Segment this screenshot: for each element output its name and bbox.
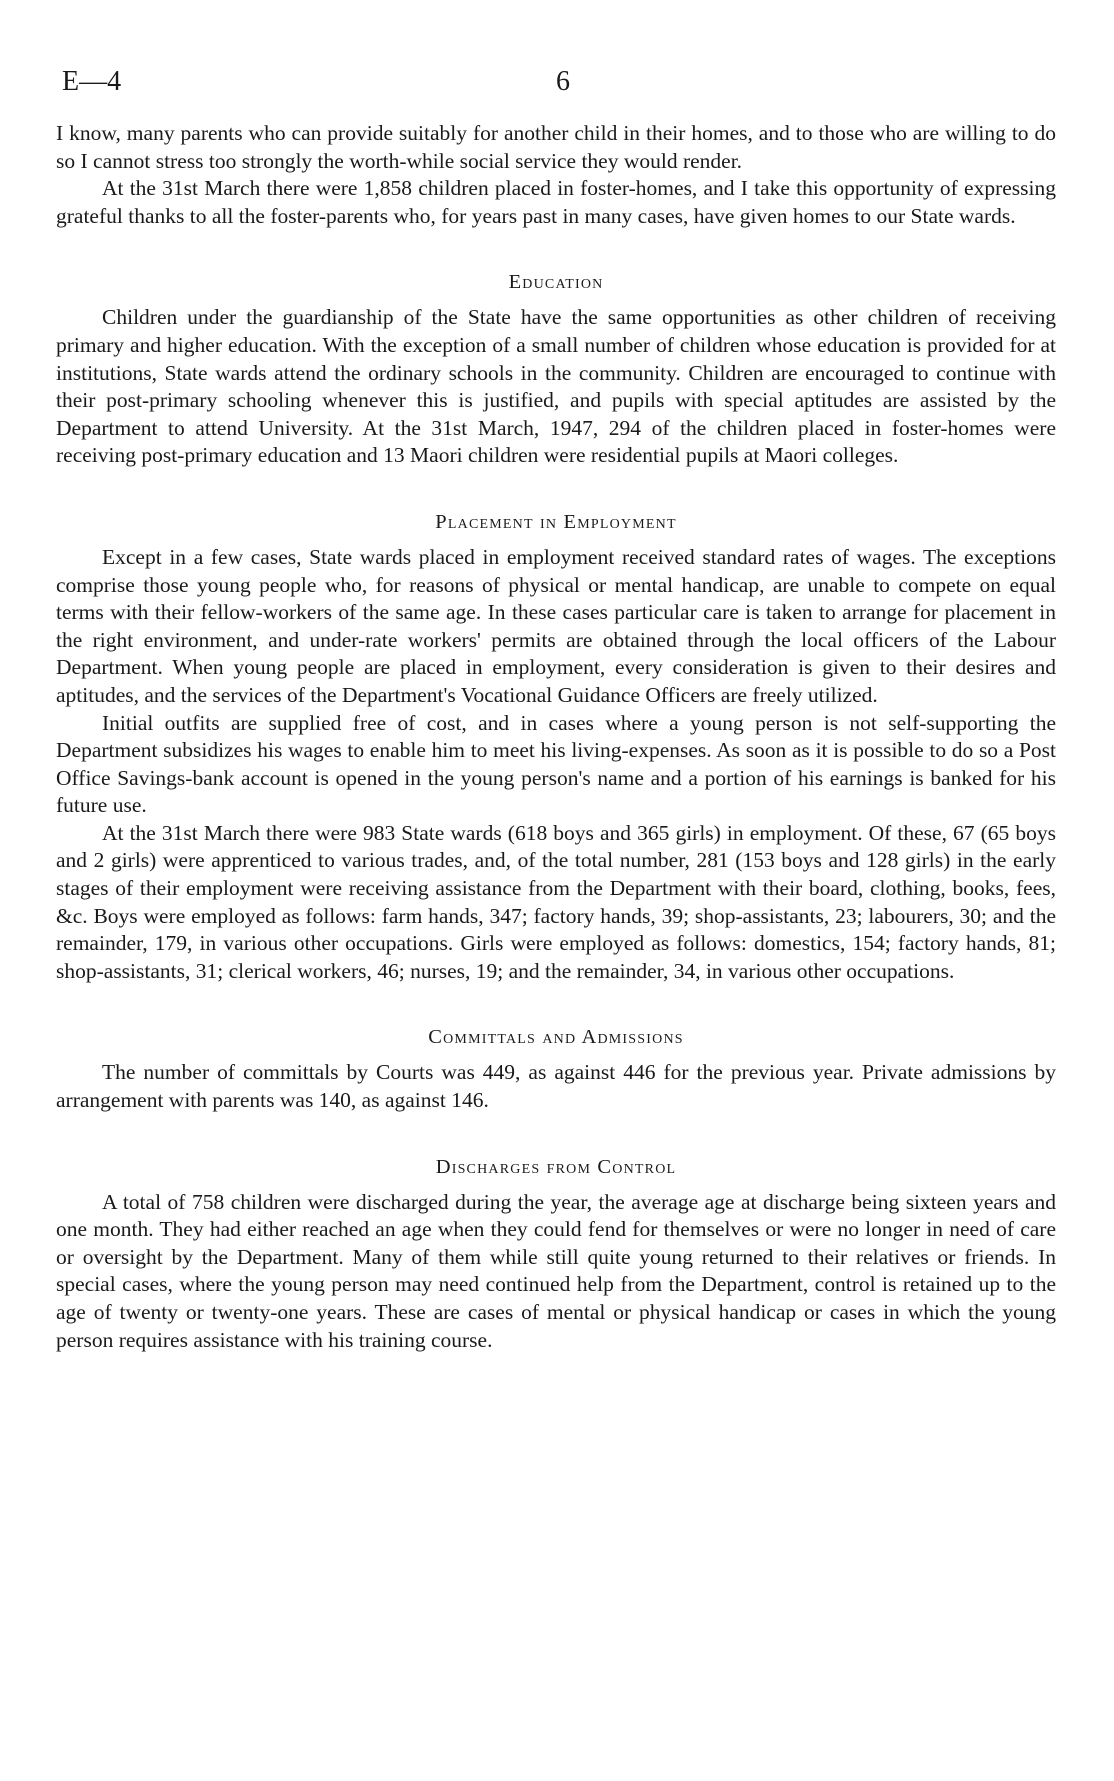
education-paragraph: Children under the guardianship of the State have the same opportunities as other children of receiving primary and higher education. With the exception of a small number of children whose education is provided for at institutions, State wards attend the ordinary schools in the community. Children are encouraged to continue with their post-primary schooling whenever this is justified, and pupils with special aptitudes are assisted by the Department to attend University. At the 31st March, 1947, 294 of the children placed in foster-homes were receiving post-primary education and 13 Maori children were residential pupils at Maori colleges. bbox=[56, 305, 1056, 468]
intro-block bbox=[56, 120, 1056, 230]
document-reference: E—4 bbox=[62, 66, 122, 97]
section-heading-committals: Committals and Admissions bbox=[428, 1026, 684, 1049]
placement-paragraph-wages: Except in a few cases, State wards placed in employment received standard rates of wages. The exceptions comprise those young people who, for reasons of physical or mental handicap, are unable to compete on equal terms with their fellow-workers of the same age. In these cases particular care is taken to arrange for placement in the right environment, and under-rate workers' permits are obtained through the local officers of the Labour Department. When young people are placed in employment, every consideration is given to their desires and aptitudes, and the services of the Department's Vocational Guidance Officers are freely utilized. bbox=[56, 544, 1056, 707]
section-heading-discharges: Discharges from Control bbox=[435, 1155, 677, 1178]
page-number: 6 bbox=[556, 66, 570, 97]
intro-paragraph-foster-homes: At the 31st March there were 1,858 children placed in foster-homes, and I take this opportunity of expressing grateful thanks to all the foster-parents who, for years past in many cases, have given homes to our State wards. bbox=[56, 176, 1056, 228]
section-heading-placement: Placement in Employment bbox=[435, 510, 677, 533]
committals-paragraph: The number of committals by Courts was 449, as against 446 for the previous year. Private admissions by arrangement with parents was 140, as against 146. bbox=[56, 1060, 1056, 1113]
placement-paragraph-outfits: Initial outfits are supplied free of cost, and in cases where a young person is not self-supporting the Department subsidizes his wages to enable him to meet his living-expenses. As soon as it is possible to do so a Post Office Savings-bank account is opened in the young person's name and a portion of his earnings is banked for his future use. bbox=[56, 710, 1056, 818]
discharges-paragraph: A total of 758 children were discharged during the year, the average age at discharge being sixteen years and one month. They had either reached an age when they could fend for themselves or were no longer in need of care or oversight by the Department. Many of them while still quite young returned to their relatives or friends. In special cases, where the young person may need continued help from the Department, control is retained up to the age of twenty or twenty-one years. These are cases of mental or physical handicap or cases in which the young person requires assistance with his training course. bbox=[56, 1189, 1056, 1352]
section-heading-education: Education bbox=[508, 271, 604, 294]
intro-paragraph-continued: I know, many parents who can provide suitably for another child in their homes, and to those who are willing to do so I cannot stress too strongly the worth-while social service they would render. bbox=[56, 121, 1056, 173]
section-committals-and-admissions bbox=[56, 1023, 1056, 1114]
section-education bbox=[56, 268, 1056, 470]
section-discharges-from-control bbox=[56, 1153, 1056, 1355]
placement-paragraph-statistics: At the 31st March there were 983 State wards (618 boys and 365 girls) in employment. Of these, 67 (65 boys and 2 girls) were apprenticed to various trades, and, of the total number, 281 (153 boys and 128 girls) in the early stages of their employment were receiving assistance from the Department with their board, clothing, books, fees, &c. Boys were employed as follows: farm hands, 347; factory hands, 39; shop-assistants, 23; labourers, 30; and the remainder, 179, in various other occupations. Girls were employed as follows: domestics, 154; factory hands, 81; shop-assistants, 31; clerical workers, 46; nurses, 19; and the remainder, 34, in various other occupations. bbox=[56, 820, 1056, 983]
document-page bbox=[56, 62, 1056, 1354]
section-placement-in-employment bbox=[56, 508, 1056, 986]
running-head bbox=[56, 62, 1056, 102]
